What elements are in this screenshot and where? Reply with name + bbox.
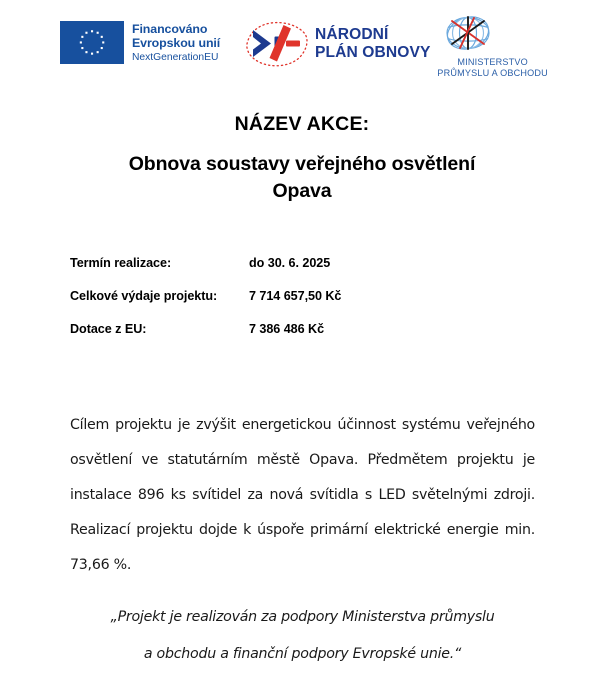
npo-logo (241, 16, 430, 72)
mpo-logo (432, 13, 557, 78)
title-line1: Obnova soustavy veřejného osvětlení (128, 153, 476, 175)
fact-label-termin: Termín realizace: (70, 256, 172, 270)
mpo-logo-line2: PRŮMYSLU A OBCHODU (437, 67, 548, 79)
table-row (70, 289, 470, 322)
npo-arrow-map-icon (241, 16, 313, 72)
eu-logo-text (132, 21, 220, 65)
eu-flag-icon (60, 21, 124, 64)
eu-logo-line1: Financováno (132, 22, 208, 36)
quote-line2: a obchodu a finanční podpory Evropské unie.“ (143, 646, 462, 662)
mpo-logo-line1: MINISTERSTVO (457, 56, 528, 67)
page-title (32, 111, 572, 205)
title-kicker: NÁZEV AKCE: (234, 113, 370, 135)
project-description-paragraph: Cílem projektu je zvýšit energetickou účinnost systému veřejného osvětlení ve statutárním městě Opava. Předmětem projektu je instalace 896 ks svítidel za nová svítidla s LED světelnými zdroji. Realizací projektu dojde k úspoře primární elektrické energie min. 73,66 %. (70, 417, 535, 573)
globe-icon (439, 13, 497, 53)
quote-line1: „Projekt je realizován za podpory Ministerstva průmyslu (110, 609, 495, 625)
project-facts-table (70, 256, 470, 355)
fact-label-celkove-vydaje: Celkové výdaje projektu: (70, 289, 218, 303)
fact-value-dotace-eu: 7 386 486 Kč (249, 322, 325, 336)
fact-value-celkove-vydaje: 7 714 657,50 Kč (249, 289, 342, 303)
npo-logo-line1: NÁRODNÍ (315, 25, 389, 43)
npo-logo-text (315, 26, 430, 63)
npo-logo-line2: PLÁN OBNOVY (315, 44, 431, 61)
fact-value-termin: do 30. 6. 2025 (249, 256, 331, 270)
title-line2: Opava (272, 180, 332, 202)
eu-logo-line2: Evropskou unií (132, 36, 221, 51)
header-logo-strip (0, 0, 604, 88)
support-statement-quote (70, 599, 535, 673)
mpo-logo-text (432, 56, 557, 78)
eu-logo-line3: NextGenerationEU (132, 51, 219, 63)
project-description (70, 408, 535, 583)
table-row (70, 256, 470, 289)
table-row (70, 322, 470, 355)
eu-funding-logo (60, 21, 220, 65)
fact-label-dotace-eu: Dotace z EU: (70, 322, 147, 336)
